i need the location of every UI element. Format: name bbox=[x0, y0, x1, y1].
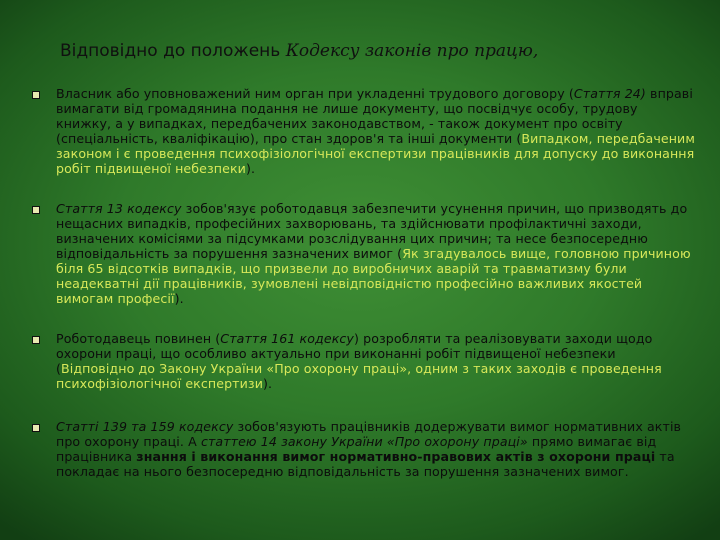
bullet-marker-icon bbox=[32, 424, 40, 432]
text-segment: Відповідно до Закону України «Про охорону праці», одним з таких заходів є проведення психофізіологічної експертизи bbox=[56, 361, 662, 391]
bullet-marker-icon bbox=[32, 206, 40, 214]
bullet-text-2 bbox=[56, 201, 696, 306]
text-segment: Випадком, передбаченим законом і є проведення психофізіологічної експертизи працівників для допуску до виконання робіт підвищеної небезпеки bbox=[56, 131, 695, 176]
text-segment: ). bbox=[174, 291, 184, 306]
text-segment: та покладає на нього безпосередню відповідальність за порушення зазначених вимог. bbox=[56, 449, 675, 479]
text-segment: зобов'язують працівників додержувати вимог нормативних актів про охорону праці. А bbox=[56, 419, 682, 449]
text-segment: Власник або уповноважений ним орган при укладенні трудового договору ( bbox=[56, 86, 574, 101]
text-segment: Статті 139 та 159 кодексу bbox=[56, 419, 234, 434]
bullet-text-3 bbox=[56, 331, 696, 391]
slide-title bbox=[60, 40, 700, 62]
bullet-marker-icon bbox=[32, 336, 40, 344]
text-segment: прямо вимагає від працівника bbox=[56, 434, 657, 464]
text-segment: Стаття 24) bbox=[573, 86, 646, 101]
text-segment: ). bbox=[245, 161, 256, 176]
text-segment: зобов'язує роботодавця забезпечити усунення причин, що призводять до нещасних випадків, професійних захворювань, та здійснювати профілактичні заходи, визначених комісіями за підсумками розслідування цих причин; та несе безпосередню відповідальність за порушення зазначених вимог ( bbox=[56, 201, 688, 261]
title-code-name: Кодексу законів про працю, bbox=[285, 41, 539, 61]
text-segment: ). bbox=[262, 376, 273, 391]
bullet-text-1 bbox=[56, 86, 696, 176]
bullet-marker-icon bbox=[32, 91, 40, 99]
text-segment: Як згадувалось вище, головною причиною біля 65 відсотків випадків, що призвели до виробничих аварій та травматизму були неадекватні дії працівників, зумовлені невідповідністю професійно важливих якостей вимогам професії bbox=[56, 246, 691, 306]
text-segment: статтею 14 закону України «Про охорону праці» bbox=[200, 434, 528, 449]
text-segment: знання і виконання вимог нормативно-правових актів з охорони праці bbox=[136, 449, 656, 464]
text-segment: Стаття 161 кодексу bbox=[220, 331, 354, 346]
text-segment: Роботодавець повинен ( bbox=[56, 331, 221, 346]
title-lead: Відповідно до положень bbox=[60, 41, 286, 61]
text-segment: Стаття 13 кодексу bbox=[56, 201, 182, 216]
bullet-text-4 bbox=[56, 419, 696, 479]
text-segment: вправі вимагати від громадянина подання не лише документу, що посвідчує особу, трудову книжку, а у випадках, передбачених законодавством, - також документ про освіту (спеціальність, кваліфікацію), про стан здоров'я та інші документи ( bbox=[56, 86, 693, 146]
text-segment: ) розробляти та реалізовувати заходи щодо охорони праці, що особливо актуально при виконанні робіт підвищеної небезпеки ( bbox=[56, 331, 653, 376]
